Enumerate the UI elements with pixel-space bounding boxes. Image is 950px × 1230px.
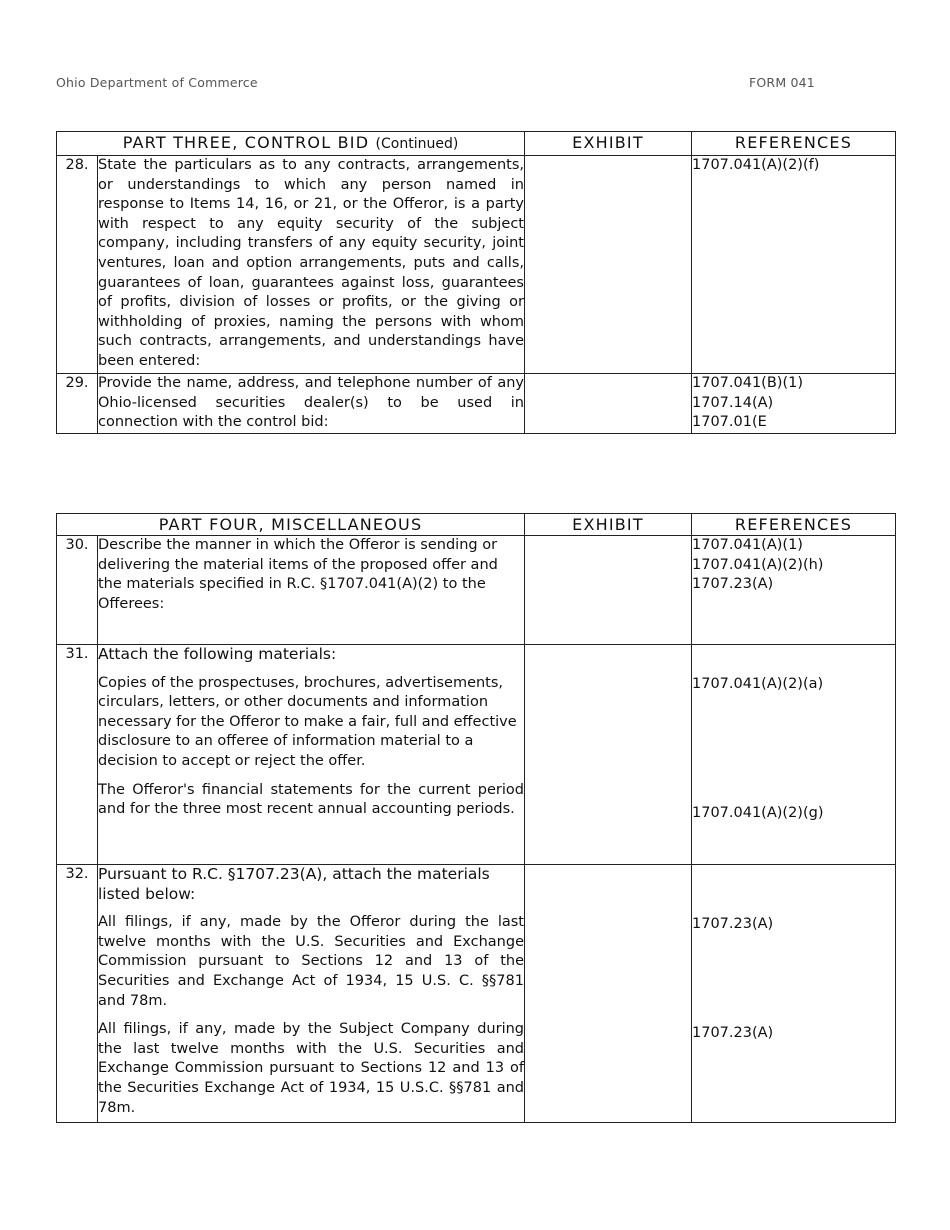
reference-cell [692, 156, 896, 374]
exhibit-column-header: EXHIBIT [525, 514, 692, 536]
reference: 1707.041(A)(2)(g) [692, 804, 824, 821]
exhibit-cell[interactable] [525, 374, 692, 434]
item-description [98, 374, 525, 434]
agency-name: Ohio Department of Commerce [56, 75, 258, 90]
item-31-lead: Attach the following materials: [98, 645, 337, 663]
part-three-title-suffix: (Continued) [375, 136, 459, 152]
item-28-row [57, 156, 896, 374]
item-description [98, 865, 525, 1123]
item-29-text: Provide the name, address, and telephone number of any Ohio-licensed securities dealer(s) to be used in connection with the control bid: [98, 375, 524, 431]
item-28-text: State the particulars as to any contracts, arrangements, or understandings to which any person named in response to Items 14, 16, or 21, or the Offeror, is a party with respect to any equity security of the subject company, including transfers of any equity security, joint ventures, loan and option arrangements, puts and calls, guarantees of loan, guarantees against loss, guarantees of profits, division of losses or profits, or the giving or withholding of proxies, naming the persons with whom such contracts, arrangements, and understandings have been entered: [98, 157, 524, 369]
exhibit-cell[interactable] [525, 865, 692, 1123]
reference: 1707.041(A)(2)(a) [692, 676, 824, 692]
reference-cell [692, 865, 896, 1123]
item-32-lead: Pursuant to R.C. §1707.23(A), attach the materials listed below: [98, 865, 490, 903]
item-30-text: Describe the manner in which the Offeror is sending or delivering the material items of the proposed offer and the materials specified in R.C. §1707.041(A)(2) to the Offerees: [98, 537, 498, 612]
reference-cell [692, 536, 896, 645]
item-number: 28. [57, 156, 98, 374]
exhibit-column-header: EXHIBIT [525, 132, 692, 156]
item-29-row [57, 374, 896, 434]
part-four-title: PART FOUR, MISCELLANEOUS [57, 514, 525, 536]
reference: 1707.041(A)(2)(f) [692, 157, 820, 173]
part-three-header-row [57, 132, 896, 156]
reference: 1707.041(A)(2)(h) [692, 556, 824, 573]
item-number: 30. [57, 536, 98, 645]
item-number: 31. [57, 645, 98, 865]
reference: 1707.041(B)(1) [692, 375, 803, 391]
form-number: FORM 041 [749, 75, 815, 90]
item-number: 32. [57, 865, 98, 1123]
reference: 1707.14(A) [692, 394, 774, 411]
exhibit-cell[interactable] [525, 536, 692, 645]
reference: 1707.23(A) [692, 576, 774, 593]
references-column-header: REFERENCES [692, 132, 896, 156]
part-three-table [56, 131, 896, 434]
reference: 1707.23(A) [692, 1024, 774, 1041]
reference-cell [692, 645, 896, 865]
item-32-row [57, 865, 896, 1123]
item-31-paragraph-2: The Offeror's financial statements for the current period and for the three most recent annual accounting periods. [98, 781, 524, 818]
part-four-header-row [57, 514, 896, 536]
reference: 1707.01(E [692, 414, 767, 431]
part-four-table [56, 513, 896, 1123]
exhibit-cell[interactable] [525, 645, 692, 865]
item-description [98, 156, 525, 374]
item-number: 29. [57, 374, 98, 434]
item-30-row [57, 536, 896, 645]
part-three-title-text: PART THREE, CONTROL BID [122, 133, 370, 152]
item-31-row [57, 645, 896, 865]
reference: 1707.23(A) [692, 916, 774, 932]
references-column-header: REFERENCES [692, 514, 896, 536]
item-31-paragraph-1: Copies of the prospectuses, brochures, advertisements, circulars, letters, or other documents and information necessary for the Offeror to make a fair, full and effective disclosure to an offeree of information material to a decision to accept or reject the offer. [98, 674, 517, 769]
reference-cell [692, 374, 896, 434]
item-32-paragraph-1: All filings, if any, made by the Offeror during the last twelve months with the U.S. Securities and Exchange Commission pursuant to Sections 12 and 13 of the Securities and Exchange Act of 1934, 15 U.S. C. §§781 and 78m. [98, 914, 524, 1009]
exhibit-cell[interactable] [525, 156, 692, 374]
part-three-title [57, 132, 525, 156]
reference: 1707.041(A)(1) [692, 537, 803, 553]
item-description [98, 645, 525, 865]
item-32-paragraph-2: All filings, if any, made by the Subject Company during the last twelve months with the U.S. Securities and Exchange Commission pursuant to Sections 12 and 13 of the Securities Exchange Act of 1934, 15 U.S.C. §§781 and 78m. [98, 1021, 524, 1116]
item-description [98, 536, 525, 645]
